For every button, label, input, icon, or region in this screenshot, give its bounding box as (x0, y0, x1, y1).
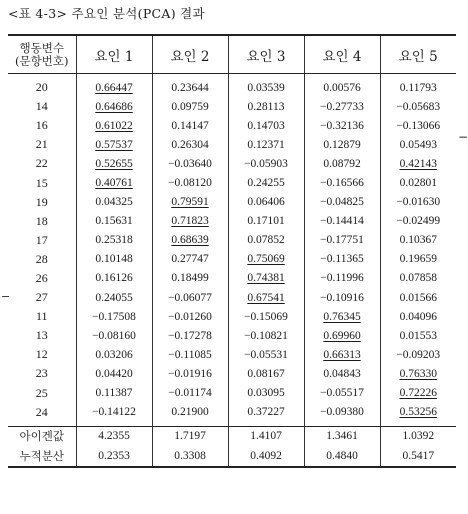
loading-value: −0.06077 (168, 291, 212, 304)
loading-value: 0.04420 (95, 367, 133, 380)
loading-cell (380, 116, 456, 135)
table-row (8, 403, 456, 427)
summary-value: 4.2355 (76, 426, 152, 446)
table-row (8, 97, 456, 116)
loading-value: 0.14703 (247, 119, 285, 132)
highlighted-loading-value: 0.57537 (95, 138, 133, 151)
highlighted-loading-value: 0.68639 (171, 234, 209, 247)
loading-cell (76, 212, 152, 231)
loading-cell (76, 364, 152, 383)
loading-cell (304, 403, 380, 427)
loading-cell (152, 384, 228, 403)
loading-value: 0.03095 (247, 387, 285, 400)
loading-cell (228, 135, 304, 154)
table-row (8, 326, 456, 345)
highlighted-loading-value: 0.67541 (247, 291, 285, 304)
loading-value: −0.08160 (92, 329, 136, 342)
factor-header-4: 요인 4 (304, 35, 380, 74)
item-number-cell: 21 (35, 137, 48, 152)
loading-cell (228, 364, 304, 383)
loading-value: 0.01553 (399, 329, 437, 342)
loading-value: 0.24255 (247, 177, 285, 190)
loading-cell (152, 345, 228, 364)
loading-value: 0.08167 (247, 367, 285, 380)
loading-value: 0.10148 (95, 253, 133, 266)
loading-cell (380, 135, 456, 154)
highlighted-loading-value: 0.53256 (399, 406, 437, 419)
factor-header-1: 요인 1 (76, 35, 152, 74)
loading-cell (76, 288, 152, 307)
loading-value: 0.12879 (323, 138, 361, 151)
loading-cell (228, 403, 304, 427)
loading-value: −0.10821 (244, 329, 288, 342)
loading-cell (380, 384, 456, 403)
item-number-cell: 17 (35, 232, 48, 247)
table-row (8, 212, 456, 231)
loading-value: −0.14122 (92, 406, 136, 419)
loading-cell (304, 97, 380, 116)
loading-cell (380, 154, 456, 173)
summary-value: 1.3461 (304, 426, 380, 446)
loading-value: 0.21900 (171, 406, 209, 419)
loading-cell (152, 74, 228, 98)
loading-value: −0.15069 (244, 310, 288, 323)
highlighted-loading-value: 0.75069 (247, 253, 285, 266)
margin-mark: − (1, 290, 11, 303)
loading-cell (76, 231, 152, 250)
loading-value: −0.17278 (168, 329, 212, 342)
loading-cell (76, 193, 152, 212)
table-row (8, 345, 456, 364)
loading-cell (380, 250, 456, 269)
highlighted-loading-value: 0.74381 (247, 272, 285, 285)
loading-cell (152, 250, 228, 269)
item-number-cell: 13 (35, 328, 48, 343)
loading-cell (304, 288, 380, 307)
loading-cell (152, 288, 228, 307)
loading-value: −0.17508 (92, 310, 136, 323)
loading-value: 0.03206 (95, 348, 133, 361)
loading-value: −0.02499 (396, 215, 441, 228)
loadings-body (8, 74, 456, 427)
highlighted-loading-value: 0.40761 (95, 177, 133, 190)
highlighted-loading-value: 0.79591 (171, 196, 209, 209)
loading-cell (380, 403, 456, 427)
loading-value: 0.28113 (247, 100, 285, 113)
loading-cell (228, 116, 304, 135)
loading-cell (76, 345, 152, 364)
loading-cell (152, 307, 228, 326)
table-row (8, 364, 456, 383)
summary-value: 0.3308 (152, 446, 228, 467)
loading-value: −0.09203 (396, 348, 441, 361)
loading-value: 0.11793 (399, 81, 437, 94)
highlighted-loading-value: 0.76345 (323, 310, 361, 323)
summary-value: 0.4840 (304, 446, 380, 467)
highlighted-loading-value: 0.66313 (323, 348, 361, 361)
loading-cell (228, 384, 304, 403)
loading-cell (76, 250, 152, 269)
loading-value: 0.18499 (171, 272, 209, 285)
loading-value: 0.16126 (95, 272, 133, 285)
summary-label: 아이겐값 (8, 426, 76, 446)
loading-cell (76, 74, 152, 98)
summary-footer (8, 426, 456, 467)
loading-value: −0.05517 (320, 387, 364, 400)
loading-value: −0.11365 (320, 253, 364, 266)
loading-cell (76, 116, 152, 135)
item-number-cell: 11 (35, 309, 48, 324)
item-number-cell: 23 (35, 366, 48, 381)
loading-cell (304, 384, 380, 403)
loading-value: 0.14147 (171, 119, 209, 132)
loading-value: −0.08120 (168, 177, 212, 190)
loading-cell (152, 154, 228, 173)
variable-column-header (8, 35, 76, 74)
loading-value: 0.04096 (399, 310, 437, 323)
summary-value: 1.0392 (380, 426, 456, 446)
item-number-cell: 14 (35, 99, 48, 114)
loading-cell (76, 326, 152, 345)
loading-value: −0.32136 (320, 119, 364, 132)
loading-value: 0.11387 (95, 387, 133, 400)
loading-value: −0.09380 (320, 406, 364, 419)
header-row (8, 35, 456, 74)
item-number-cell: 26 (35, 270, 48, 285)
loading-cell (228, 307, 304, 326)
item-number-cell: 24 (35, 404, 48, 419)
loading-cell (380, 307, 456, 326)
loading-value: −0.03640 (168, 157, 212, 170)
loading-cell (380, 269, 456, 288)
loading-value: 0.08792 (323, 157, 361, 170)
item-number-cell: 20 (35, 80, 48, 95)
margin-mark: − (458, 130, 468, 144)
loading-cell (380, 326, 456, 345)
summary-row (8, 446, 456, 467)
loading-value: −0.05683 (396, 100, 441, 113)
loading-value: −0.27733 (320, 100, 364, 113)
table-row (8, 269, 456, 288)
loading-value: −0.16566 (320, 177, 364, 190)
table-row (8, 384, 456, 403)
loading-value: −0.01174 (168, 387, 212, 400)
loading-cell (152, 269, 228, 288)
summary-value: 0.4092 (228, 446, 304, 467)
loading-value: 0.06406 (247, 196, 285, 209)
highlighted-loading-value: 0.72226 (399, 387, 437, 400)
highlighted-loading-value: 0.42143 (399, 157, 437, 170)
loading-value: 0.15631 (95, 215, 133, 228)
loading-value: 0.23644 (171, 81, 209, 94)
loading-cell (228, 97, 304, 116)
table-row (8, 135, 456, 154)
loading-value: 0.07858 (399, 272, 437, 285)
loading-cell (152, 135, 228, 154)
loading-value: 0.07852 (247, 234, 285, 247)
loading-cell (304, 345, 380, 364)
loading-cell (228, 212, 304, 231)
loading-cell (152, 193, 228, 212)
loading-cell (152, 364, 228, 383)
loading-cell (152, 326, 228, 345)
loading-value: −0.11996 (320, 272, 364, 285)
loading-value: 0.19659 (399, 253, 437, 266)
loading-cell (76, 384, 152, 403)
summary-value: 0.2353 (76, 446, 152, 467)
table-row (8, 250, 456, 269)
loading-cell (380, 288, 456, 307)
item-number-cell: 27 (35, 290, 48, 305)
loading-cell (76, 307, 152, 326)
loading-value: −0.01260 (168, 310, 212, 323)
loading-value: −0.04825 (320, 196, 364, 209)
factor-header-5: 요인 5 (380, 35, 456, 74)
loading-value: 0.04325 (95, 196, 133, 209)
loading-cell (380, 173, 456, 192)
loading-cell (152, 116, 228, 135)
loading-value: −0.10916 (320, 291, 364, 304)
loading-cell (380, 212, 456, 231)
loading-value: 0.26304 (171, 138, 209, 151)
table-row (8, 116, 456, 135)
table-row (8, 231, 456, 250)
loading-cell (76, 97, 152, 116)
highlighted-loading-value: 0.66447 (95, 81, 133, 94)
loading-value: −0.01916 (168, 367, 212, 380)
item-number-cell: 22 (35, 156, 48, 171)
loading-cell (380, 364, 456, 383)
table-row (8, 193, 456, 212)
loading-cell (304, 193, 380, 212)
loading-cell (228, 154, 304, 173)
loading-value: 0.10367 (399, 234, 437, 247)
loading-cell (76, 269, 152, 288)
loading-value: 0.00576 (323, 81, 361, 94)
loading-cell (304, 212, 380, 231)
loading-cell (304, 364, 380, 383)
loading-cell (152, 231, 228, 250)
loading-cell (380, 345, 456, 364)
loading-value: 0.12371 (247, 138, 285, 151)
summary-label: 누적분산 (8, 446, 76, 467)
loading-cell (228, 326, 304, 345)
loading-value: −0.05531 (244, 348, 288, 361)
item-number-cell: 25 (35, 385, 48, 400)
loading-value: 0.02801 (399, 177, 437, 190)
loading-cell (304, 173, 380, 192)
loading-cell (304, 135, 380, 154)
loading-cell (152, 403, 228, 427)
highlighted-loading-value: 0.71823 (171, 215, 209, 228)
loading-cell (304, 250, 380, 269)
loading-value: 0.01566 (399, 291, 437, 304)
loading-value: −0.14414 (320, 215, 364, 228)
loading-cell (304, 231, 380, 250)
loading-cell (304, 307, 380, 326)
highlighted-loading-value: 0.52655 (95, 157, 133, 170)
loading-cell (228, 173, 304, 192)
loading-cell (228, 231, 304, 250)
item-number-cell: 18 (35, 213, 48, 228)
summary-row (8, 426, 456, 446)
factor-header-3: 요인 3 (228, 35, 304, 74)
loading-cell (304, 269, 380, 288)
loading-cell (380, 231, 456, 250)
loading-value: −0.13066 (396, 119, 441, 132)
loading-cell (152, 212, 228, 231)
loading-value: −0.17751 (320, 234, 364, 247)
loading-value: 0.24055 (95, 291, 133, 304)
item-number-cell: 15 (35, 175, 48, 190)
table-row (8, 288, 456, 307)
item-number-cell: 12 (35, 347, 48, 362)
table-caption: <표 4-3> 주요인 분석(PCA) 결과 (8, 6, 205, 21)
table-row (8, 173, 456, 192)
loading-cell (76, 135, 152, 154)
summary-value: 0.5417 (380, 446, 456, 467)
loading-cell (228, 345, 304, 364)
loading-value: 0.17101 (247, 215, 285, 228)
loading-cell (76, 154, 152, 173)
summary-value: 1.7197 (152, 426, 228, 446)
loading-value: 0.09759 (171, 100, 209, 113)
loading-value: −0.05903 (244, 157, 288, 170)
loading-cell (228, 269, 304, 288)
loading-cell (304, 326, 380, 345)
loading-value: 0.25318 (95, 234, 133, 247)
item-number-cell: 19 (35, 194, 48, 209)
loading-value: 0.37227 (247, 406, 285, 419)
highlighted-loading-value: 0.76330 (399, 367, 437, 380)
loading-cell (380, 97, 456, 116)
loading-value: 0.03539 (247, 81, 285, 94)
loading-cell (228, 250, 304, 269)
item-number-cell: 28 (35, 251, 48, 266)
loading-value: 0.04843 (323, 367, 361, 380)
highlighted-loading-value: 0.64686 (95, 100, 133, 113)
loading-cell (152, 173, 228, 192)
loading-cell (304, 74, 380, 98)
pca-results-table (8, 34, 456, 468)
factor-header-2: 요인 2 (152, 35, 228, 74)
loading-value: 0.05493 (399, 138, 437, 151)
loading-cell (228, 193, 304, 212)
loading-cell (228, 288, 304, 307)
loading-value: −0.01630 (396, 196, 441, 209)
table-row (8, 307, 456, 326)
summary-value: 1.4107 (228, 426, 304, 446)
loading-cell (152, 97, 228, 116)
loading-value: 0.27747 (171, 253, 209, 266)
loading-cell (304, 154, 380, 173)
highlighted-loading-value: 0.61022 (95, 119, 133, 132)
loading-cell (380, 193, 456, 212)
table-row (8, 74, 456, 98)
table-row (8, 154, 456, 173)
loading-cell (228, 74, 304, 98)
loading-cell (304, 116, 380, 135)
highlighted-loading-value: 0.69960 (323, 329, 361, 342)
loading-cell (380, 74, 456, 98)
loading-cell (76, 403, 152, 427)
item-number-cell: 16 (35, 118, 48, 133)
variable-header-line2: (문항번호) (15, 53, 69, 68)
variable-header-line1: 행동변수 (19, 40, 64, 55)
loading-cell (76, 173, 152, 192)
loading-value: −0.11085 (168, 348, 212, 361)
